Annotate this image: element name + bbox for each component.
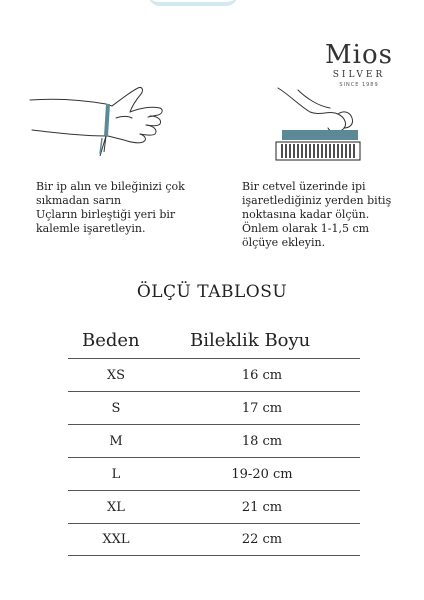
size-cell: M bbox=[109, 433, 123, 449]
size-cell: S bbox=[111, 400, 121, 416]
instruction-line: Önlem olarak 1-1,5 cm bbox=[242, 222, 370, 235]
logo-brand: Mios bbox=[325, 40, 393, 70]
instruction-line: Uçların birleştiği yeri bir bbox=[36, 208, 176, 221]
table-row bbox=[68, 457, 360, 490]
length-cell: 19-20 cm bbox=[231, 466, 293, 482]
instruction-step-2 bbox=[242, 180, 412, 250]
instruction-line: işaretlediğiniz yerden bitiş bbox=[242, 194, 392, 207]
instruction-line: Bir cetvel üzerinde ipi bbox=[242, 180, 366, 193]
length-cell: 21 cm bbox=[241, 499, 283, 515]
size-cell: L bbox=[111, 466, 121, 482]
top-decoration bbox=[148, 0, 238, 6]
table-row bbox=[68, 391, 360, 424]
table-header bbox=[68, 322, 360, 358]
table-row bbox=[68, 358, 360, 391]
instruction-line: sıkmadan sarın bbox=[36, 194, 122, 207]
instruction-step-1 bbox=[36, 180, 216, 236]
logo-subtitle: SILVER bbox=[332, 70, 386, 80]
length-cell: 16 cm bbox=[241, 367, 283, 383]
size-cell: XL bbox=[107, 499, 125, 515]
ruler-measure-illustration bbox=[238, 80, 368, 180]
size-table bbox=[68, 322, 360, 556]
instruction-line: noktasına kadar ölçün. bbox=[242, 208, 370, 221]
size-cell: XXL bbox=[102, 532, 130, 547]
header-size: Beden bbox=[82, 329, 140, 351]
length-cell: 22 cm bbox=[241, 532, 283, 547]
table-row bbox=[68, 490, 360, 523]
size-cell: XS bbox=[106, 367, 126, 383]
instruction-line: ölçüye ekleyin. bbox=[242, 236, 326, 249]
table-row bbox=[68, 424, 360, 457]
header-bracelet-length: Bileklik Boyu bbox=[190, 329, 311, 351]
length-cell: 17 cm bbox=[241, 400, 283, 416]
table-row bbox=[68, 523, 360, 556]
length-cell: 18 cm bbox=[241, 433, 283, 449]
size-table-title: ÖLÇÜ TABLOSU bbox=[136, 282, 288, 302]
instruction-line: Bir ip alın ve bileğinizi çok bbox=[36, 180, 185, 193]
logo-since: SINCE 1989 bbox=[339, 82, 379, 88]
wrist-string-illustration bbox=[28, 78, 188, 173]
instruction-line: kalemle işaretleyin. bbox=[36, 222, 146, 235]
